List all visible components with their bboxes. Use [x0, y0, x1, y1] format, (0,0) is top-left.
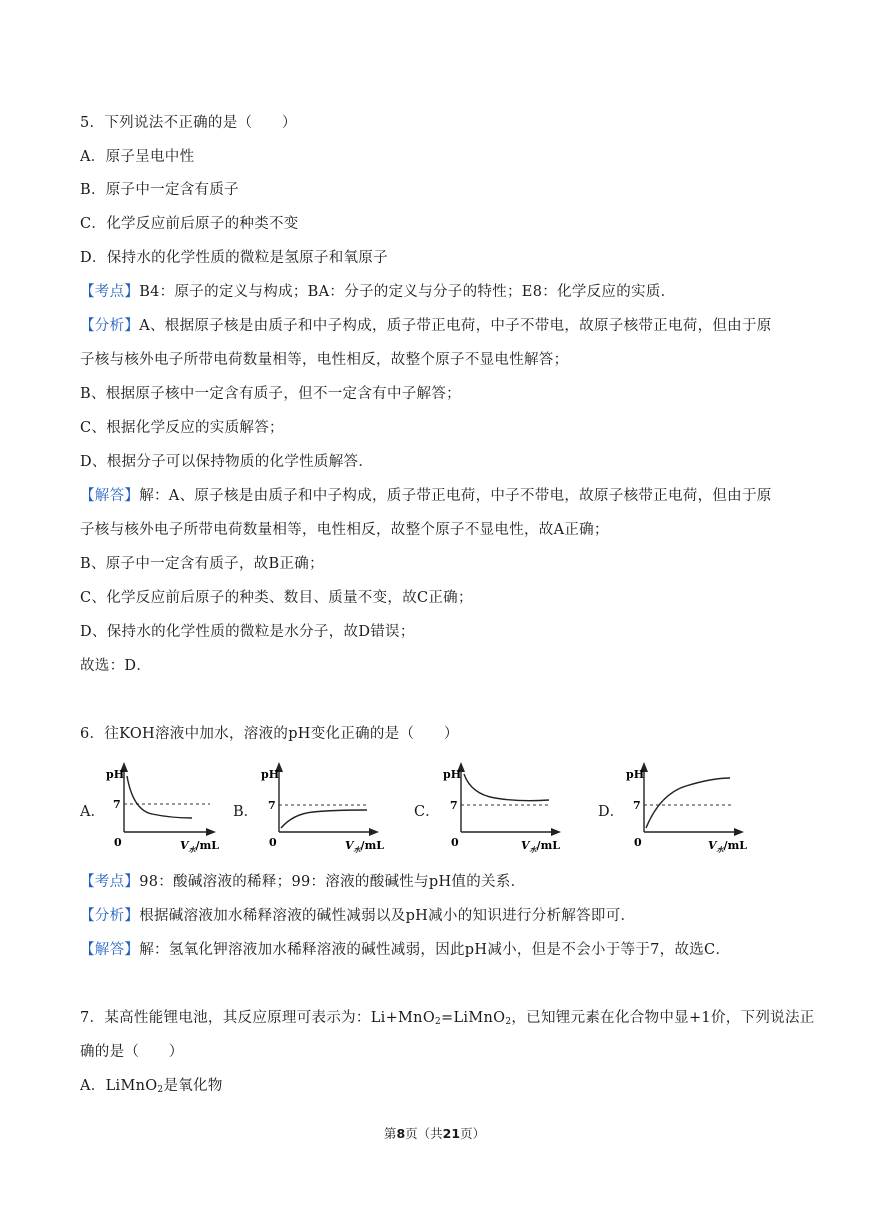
jieda-text: 解：氢氧化钾溶液加水稀释溶液的碱性减弱，因此pH减小，但是不会小于等于7，故选C．	[139, 942, 731, 958]
y-axis-label: pH	[443, 768, 462, 781]
q5-jieda-line: D、保持水的化学性质的微粒是水分子，故D错误；	[80, 624, 415, 640]
q5-jieda-line: 故选：D．	[80, 658, 152, 674]
q5-fenxi-line: C、根据化学反应的实质解答；	[80, 420, 284, 436]
q5-fenxi-line: 子核与核外电子所带电荷数量相等，电性相反，故整个原子不显电性解答；	[80, 352, 569, 368]
x-axis-label: $V_水/mL$	[345, 839, 384, 854]
y-axis-label: pH	[626, 768, 645, 781]
q5-kaodian	[80, 282, 675, 302]
y-axis-label: pH	[261, 768, 280, 781]
graph-d	[620, 760, 755, 856]
graph-b	[255, 760, 390, 856]
graph-a	[100, 760, 225, 856]
graph-label-a: A．	[80, 804, 105, 820]
kaodian-text: B4：原子的定义与构成；BA：分子的定义与分子的特性；E8：化学反应的实质．	[139, 284, 676, 300]
x-axis-label: $V_水/mL$	[708, 839, 747, 854]
seven-label: 7	[268, 799, 276, 812]
kaodian-tag: 【考点】	[80, 284, 140, 300]
origin-label: 0	[114, 836, 122, 849]
q5-jieda-line: C、化学反应前后原子的种类、数目、质量不变，故C正确；	[80, 590, 473, 606]
page-footer: 第8页（共21页）	[383, 1126, 486, 1141]
jieda-text: 解：A、原子核是由质子和中子构成，质子带正电荷，中子不带电，故原子核带正电荷，但由于原	[139, 488, 772, 504]
kaodian-text: 98：酸碱溶液的稀释；99：溶液的酸碱性与pH值的关系．	[139, 874, 526, 890]
q6-kaodian	[80, 872, 525, 892]
origin-label: 0	[634, 836, 642, 849]
seven-label: 7	[633, 799, 641, 812]
graph-label-d: D．	[598, 804, 625, 820]
q5-option-d: D．保持水的化学性质的微粒是氢原子和氧原子	[80, 250, 388, 266]
q5-jieda-line: 子核与核外电子所带电荷数量相等，电性相反，故整个原子不显电性，故A正确；	[80, 522, 609, 538]
q5-option-b: B．原子中一定含有质子	[80, 182, 239, 198]
kaodian-tag: 【考点】	[80, 874, 140, 890]
fenxi-tag: 【分析】	[80, 318, 140, 334]
origin-label: 0	[451, 836, 459, 849]
graph-label-b: B．	[233, 804, 259, 820]
graph-c	[437, 760, 572, 856]
q5-jieda	[80, 486, 772, 506]
q5-option-c: C．化学反应前后原子的种类不变	[80, 216, 299, 232]
page-total: 21	[442, 1126, 461, 1141]
q5-fenxi-line: D、根据分子可以保持物质的化学性质解答．	[80, 454, 374, 470]
fenxi-text: A、根据原子核是由质子和中子构成，质子带正电荷，中子不带电，故原子核带正电荷，但由于原	[139, 318, 772, 334]
jieda-tag: 【解答】	[80, 488, 140, 504]
seven-label: 7	[113, 798, 121, 811]
q5-fenxi	[80, 316, 772, 336]
q6-stem: 6．往KOH溶液中加水，溶液的pH变化正确的是（ ）	[80, 726, 459, 742]
fenxi-tag: 【分析】	[80, 908, 140, 924]
q6-jieda	[80, 940, 730, 960]
jieda-tag: 【解答】	[80, 942, 140, 958]
graph-label-c: C．	[414, 804, 440, 820]
q5-fenxi-line: B、根据原子核中一定含有质子，但不一定含有中子解答；	[80, 386, 461, 402]
q5-stem: 5．下列说法不正确的是（ ）	[80, 115, 297, 131]
q5-jieda-line: B、原子中一定含有质子，故B正确；	[80, 556, 324, 572]
q7-stem-line2: 确的是（ ）	[80, 1044, 184, 1060]
q5-option-a: A．原子呈电中性	[80, 149, 195, 165]
fenxi-text: 根据碱溶液加水稀释溶液的碱性减弱以及pH减小的知识进行分析解答即可．	[139, 908, 636, 924]
q7-stem: 7．某高性能锂电池，其反应原理可表示为：Li+MnO$_2$=LiMnO$_2$，已知锂元素在化合物中显+1价，下列说法正	[80, 1010, 815, 1027]
x-axis-label: $V_水/mL$	[521, 839, 560, 854]
q6-fenxi	[80, 906, 635, 926]
q7-option-a: A．LiMnO$_2$是氧化物	[80, 1078, 223, 1095]
x-axis-label: $V_水/mL$	[180, 839, 219, 854]
origin-label: 0	[269, 836, 277, 849]
seven-label: 7	[450, 799, 458, 812]
page-number: 8	[396, 1126, 406, 1141]
y-axis-label: pH	[106, 768, 125, 781]
